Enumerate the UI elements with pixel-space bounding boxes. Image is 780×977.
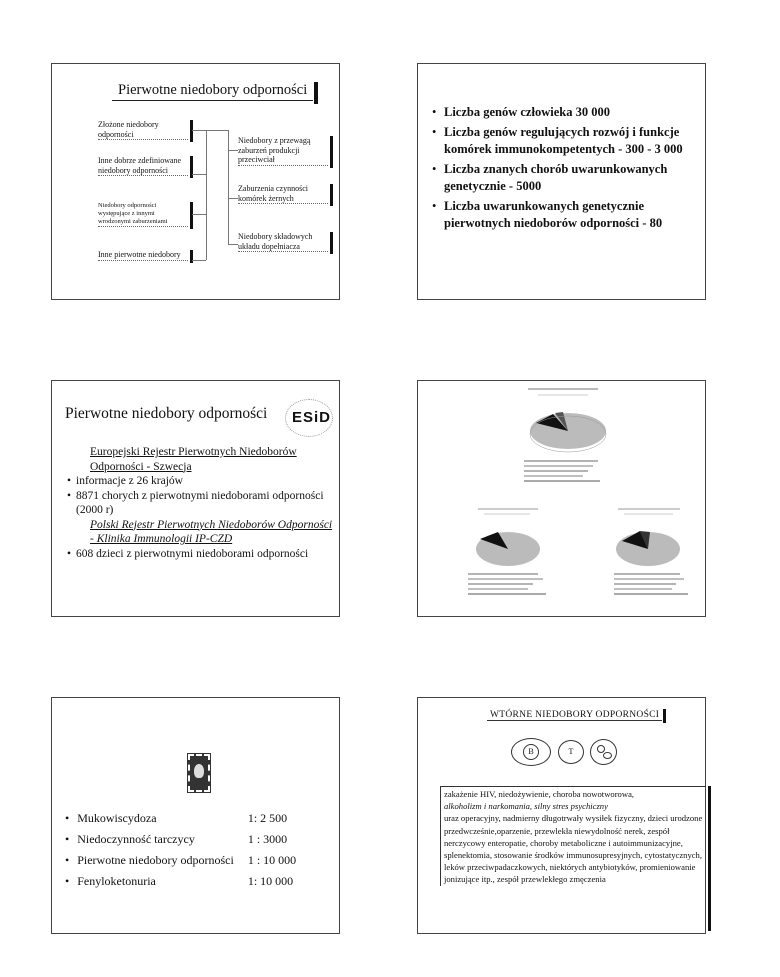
list-item: • informacje z 26 krajów — [67, 474, 335, 489]
slide-6-title: WTÓRNE NIEDOBORY ODPORNOŚCI — [487, 710, 662, 721]
list-item: • 608 dzieci z pierwotnymi niedoborami odporności — [67, 547, 335, 562]
connector — [192, 214, 206, 215]
table-row: • Pierwotne niedobory odporności 1 : 10 000 — [65, 850, 296, 871]
b-cell-label: B — [523, 744, 539, 760]
slide-3-registry — [51, 380, 340, 617]
gene-stats-list — [432, 104, 697, 235]
ratio: 1 : 10 000 — [247, 853, 297, 867]
list-item: • Liczba uwarunkowanych genetycznie pierwotnych niedoborów odporności - 80 — [432, 198, 697, 232]
list-item: • 8871 chorych z pierwotnymi niedoborami odporności (2000 r) — [67, 489, 335, 518]
left-box-1: Złożone niedobory odporności — [98, 120, 188, 140]
causes-rest: uraz operacyjny, nadmierny długotrwały wysiłek fizyczny, dzieci urodzone przedwcześnie,oparzenie, przewlekła niewydolność nerek, zespół nerczycowy enteropatie, choroby metaboliczne i autoimmunizacyjne, splenektomia, stosowanie środków immunosupresyjnych, cytostatycznych, leków przeciwpadaczkowych, niektórych antybiotyków, promieniowanie jonizujące itp., zespół przewlekłego zmęczenia — [444, 813, 703, 885]
ratio: 1: 10 000 — [247, 874, 294, 888]
disease-name: Mukowiscydoza — [77, 811, 157, 825]
pie-chart-right — [614, 509, 688, 594]
disease-name: Niedoczynność tarczycy — [77, 832, 195, 846]
connector — [206, 130, 228, 131]
table-row: • Fenyloketonuria 1: 10 000 — [65, 871, 296, 892]
slide-1-title: Pierwotne niedobory odporności — [112, 82, 313, 101]
t-cell-icon: T — [558, 740, 584, 764]
left-box-2: Inne dobrze zdefiniowane niedobory odporności — [98, 156, 188, 176]
pie-charts-graphic — [418, 381, 705, 616]
causes-italic: alkoholizm i narkomania, silny stres psychiczny — [444, 801, 608, 812]
causes-text — [440, 786, 706, 886]
slide-3-title: Pierwotne niedobory odporności — [65, 405, 268, 422]
pie-chart-left — [468, 509, 546, 594]
list-item: • Liczba genów regulujących rozwój i funkcje komórek immunokompetentych - 300 - 3 000 — [432, 124, 697, 158]
slide-6-secondary — [417, 697, 706, 934]
phagocyte-icon — [590, 739, 617, 765]
connector — [192, 260, 206, 261]
left-box-3: Niedobory odporności występujące z innymi wrodzonymi zaburzeniami — [98, 202, 188, 227]
ratio: 1 : 3000 — [247, 832, 288, 846]
right-box-3: Niedobory składowych układu dopełniacza — [238, 232, 328, 252]
connector-right — [228, 130, 229, 244]
right-box-1: Niedobory z przewagą zaburzeń produkcji przeciwciał — [238, 136, 328, 166]
incidence-table — [65, 808, 296, 892]
polish-registry: Polski Rejestr Pierwotnych Niedoborów Odporności - Klinika Immunologii IP-CZD — [90, 518, 333, 545]
connector — [228, 198, 238, 199]
esid-logo-text: ESiD — [292, 409, 332, 426]
disease-name: Fenyloketonuria — [77, 874, 156, 888]
slide-1-classification — [51, 63, 340, 300]
table-row: • Mukowiscydoza 1: 2 500 — [65, 808, 296, 829]
table-row: • Niedoczynność tarczycy 1 : 3000 — [65, 829, 296, 850]
registry-body — [67, 445, 335, 561]
slide-4-pie-charts — [417, 380, 706, 617]
b-cell-icon — [511, 738, 551, 766]
disease-name: Pierwotne niedobory odporności — [77, 853, 234, 867]
list-item: • Liczba znanych chorób uwarunkowanych genetycznie - 5000 — [432, 161, 697, 195]
connector — [228, 150, 238, 151]
esid-logo — [285, 399, 333, 437]
connector — [192, 130, 206, 131]
list-item: • Liczba genów człowieka 30 000 — [432, 104, 697, 121]
european-registry: Europejski Rejestr Pierwotnych Niedoborów Odporności - Szwecja — [90, 446, 297, 473]
shadow-bar — [708, 786, 711, 931]
slide-5-incidence — [51, 697, 340, 934]
causes-line-1: zakażenie HIV, niedożywienie, choroba nowotworowa, — [444, 789, 635, 799]
postage-stamp-image — [188, 754, 210, 792]
slide-2-genes — [417, 63, 706, 300]
connector — [192, 174, 206, 175]
connector — [228, 244, 238, 245]
right-box-2: Zaburzenia czynności komórek żernych — [238, 184, 328, 204]
connector-left — [206, 130, 207, 260]
left-box-4: Inne pierwotne niedobory — [98, 250, 188, 261]
ratio: 1: 2 500 — [247, 811, 288, 825]
pie-chart-top — [518, 389, 608, 483]
